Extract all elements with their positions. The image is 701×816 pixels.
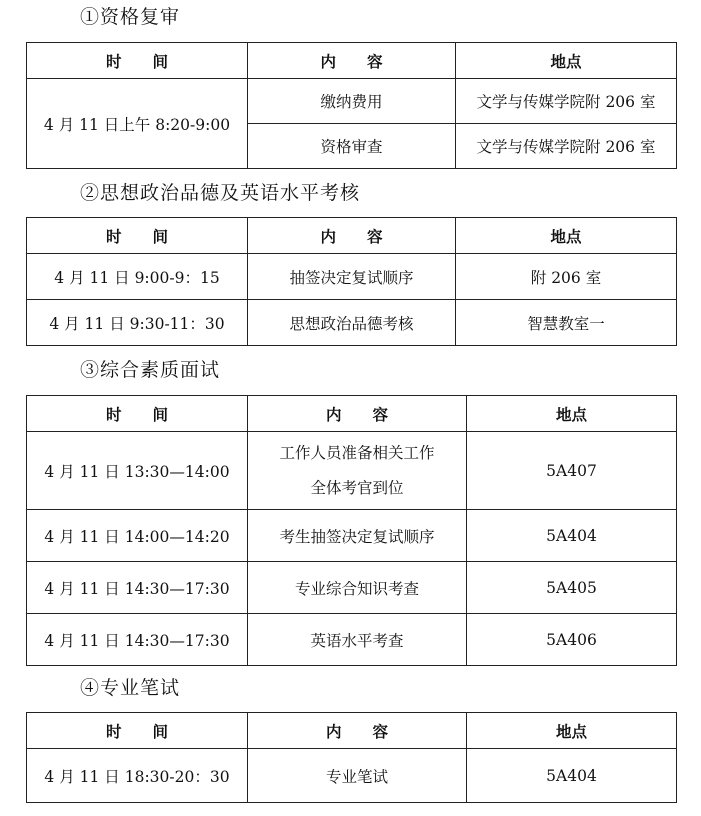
header-place: 地点 <box>456 218 677 254</box>
table-row <box>27 510 677 562</box>
table-header-row <box>27 713 677 749</box>
place-cell: 5A406 <box>467 614 677 666</box>
content-cell: 抽签决定复试顺序 <box>248 254 456 300</box>
time-cell: 4 月 11 日 13:30—14:00 <box>27 432 248 510</box>
place-cell: 5A407 <box>467 432 677 510</box>
place-cell: 文学与传媒学院附 206 室 <box>456 124 677 169</box>
time-cell: 4 月 11 日上午 8:20-9:00 <box>27 79 248 169</box>
header-time: 时 间 <box>27 396 248 432</box>
time-cell: 4 月 11 日 14:30—17:30 <box>27 614 248 666</box>
content-cell: 考生抽签决定复试顺序 <box>248 510 467 562</box>
place-cell: 文学与传媒学院附 206 室 <box>456 79 677 124</box>
place-cell: 附 206 室 <box>456 254 677 300</box>
time-cell: 4 月 11 日 14:00—14:20 <box>27 510 248 562</box>
content-cell: 缴纳费用 <box>248 79 456 124</box>
table-row <box>27 432 677 510</box>
header-time: 时 间 <box>27 713 248 749</box>
section-heading-interview: ③综合素质面试 <box>80 359 221 381</box>
time-cell: 4 月 11 日 9:00-9：15 <box>27 254 248 300</box>
header-time: 时 间 <box>27 43 248 79</box>
content-cell <box>248 432 467 510</box>
header-time: 时 间 <box>27 218 248 254</box>
header-content: 内 容 <box>248 43 456 79</box>
header-content: 内 容 <box>248 396 467 432</box>
schedule-table-interview <box>26 395 677 666</box>
table-row <box>27 562 677 614</box>
place-cell: 5A405 <box>467 562 677 614</box>
table-row <box>27 79 677 124</box>
content-cell: 专业综合知识考查 <box>248 562 467 614</box>
schedule-table-qualification-review <box>26 42 677 169</box>
table-row <box>27 300 677 346</box>
header-content: 内 容 <box>248 218 456 254</box>
content-cell: 专业笔试 <box>248 749 467 803</box>
header-place: 地点 <box>467 713 677 749</box>
table-row <box>27 614 677 666</box>
time-cell: 4 月 11 日 9:30-11：30 <box>27 300 248 346</box>
table-header-row <box>27 43 677 79</box>
content-cell: 思想政治品德考核 <box>248 300 456 346</box>
place-cell: 5A404 <box>467 510 677 562</box>
time-cell: 4 月 11 日 18:30-20：30 <box>27 749 248 803</box>
content-line: 工作人员准备相关工作 <box>279 443 435 462</box>
content-line: 全体考官到位 <box>310 478 404 497</box>
content-cell: 英语水平考查 <box>248 614 467 666</box>
place-cell: 智慧教室一 <box>456 300 677 346</box>
content-cell: 资格审查 <box>248 124 456 169</box>
time-cell: 4 月 11 日 14:30—17:30 <box>27 562 248 614</box>
table-row <box>27 254 677 300</box>
schedule-table-written-exam <box>26 712 677 803</box>
header-place: 地点 <box>467 396 677 432</box>
table-row <box>27 749 677 803</box>
section-heading-written-exam: ④专业笔试 <box>80 677 181 699</box>
section-heading-political-english: ②思想政治品德及英语水平考核 <box>80 182 361 204</box>
section-heading-qualification-review: ①资格复审 <box>80 6 181 28</box>
table-header-row <box>27 218 677 254</box>
schedule-table-political-english <box>26 217 677 346</box>
header-place: 地点 <box>456 43 677 79</box>
table-header-row <box>27 396 677 432</box>
place-cell: 5A404 <box>467 749 677 803</box>
header-content: 内 容 <box>248 713 467 749</box>
